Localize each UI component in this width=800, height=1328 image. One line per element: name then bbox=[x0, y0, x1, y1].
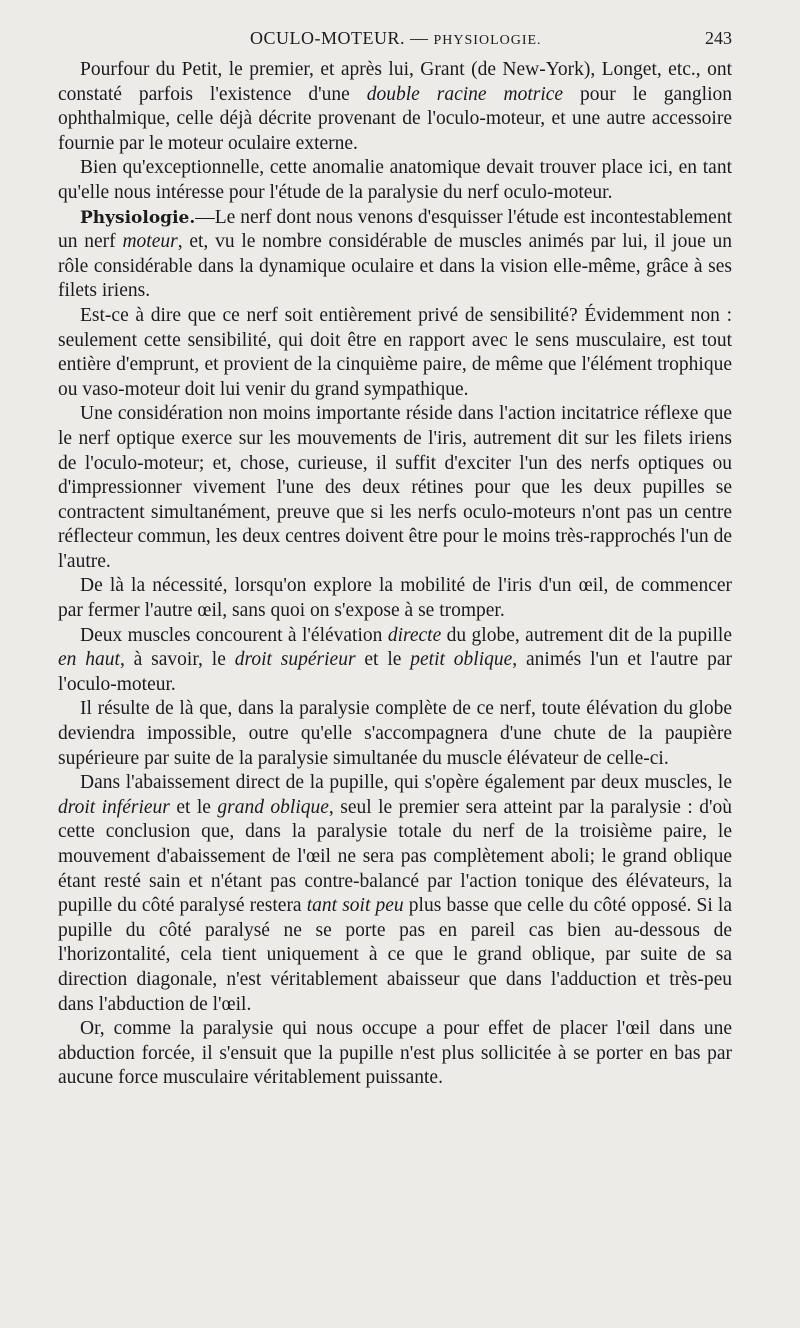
body-text bbox=[58, 58, 732, 1091]
paragraph-9: Dans l'abaissement direct de la pupille, qui s'opère également par deux muscles, le droit inférieur et le grand oblique, seul le premier sera atteint par la paralysie : d'où cette conclusion que, dans la paralysie totale du nerf de la troisième paire, le mouvement d'abaissement de l'œil ne sera pas complètement aboli; le grand oblique étant resté sain et n'étant pas contre-balancé par l'action tonique des élévateurs, la pupille du côté paralysé restera tant soit peu plus basse que celle du côté opposé. Si la pupille du côté paralysé ne se porte pas en pareil cas bien au-dessous de l'horizontalité, cela tient uniquement à ce que le grand oblique, par suite de sa direction diagonale, n'est véritablement abaisseur que dans l'adduction et très-peu dans l'abduction de l'œil. bbox=[58, 772, 732, 1015]
paragraph-6: De là la nécessité, lorsqu'on explore la mobilité de l'iris d'un œil, de commencer par fermer l'autre œil, sans quoi on s'expose à se tromper. bbox=[58, 575, 732, 622]
paragraph-3: Physiologie.—Le nerf dont nous venons d'esquisser l'étude est incontestablement un nerf moteur, et, vu le nombre considérable de muscles animés par lui, il joue un rôle considérable dans la dynamique oculaire et dans la vision elle-même, grâce à ses filets iriens. bbox=[58, 206, 732, 302]
paragraph-7: Deux muscles concourent à l'élévation directe du globe, autrement dit de la pupille en haut, à savoir, le droit supérieur et le petit oblique, animés l'un et l'autre par l'oculo-moteur. bbox=[58, 624, 733, 695]
section-heading: Physiologie. bbox=[80, 207, 196, 228]
emphasis: moteur bbox=[122, 231, 178, 253]
title-main: OCULO-MOTEUR. bbox=[250, 28, 405, 48]
emphasis: double racine motrice bbox=[366, 83, 564, 105]
paragraph-5: Une considération non moins importante réside dans l'action incitatrice réflexe que le nerf optique exerce sur les mouvements de l'iris, autrement dit sur les filets iriens de l'oculo-moteur; et, chose, curieuse, il suffit d'exciter l'un des nerfs optiques ou d'impressionner vivement l'une des deux rétines pour que les deux pupilles se contractent simultanément, preuve que si les nerfs oculo-moteurs n'ont pas un centre réflecteur commun, les deux centres doivent être pour le moins très-rapprochés l'un de l'autre. bbox=[58, 403, 732, 572]
paragraph-1: Pourfour du Petit, le premier, et après lui, Grant (de New-York), Longet, etc., ont constaté parfois l'existence d'une double racine motrice pour le ganglion ophthalmique, celle déjà décrite provenant de l'oculo-moteur, et une autre accessoire fournie par le moteur oculaire externe. bbox=[58, 59, 732, 154]
emphasis: droit inférieur bbox=[58, 796, 170, 818]
title-subsection: PHYSIOLOGIE. bbox=[433, 33, 542, 48]
emphasis: tant soit peu bbox=[306, 895, 404, 917]
title-separator: — bbox=[405, 28, 434, 48]
paragraph-10: Or, comme la paralysie qui nous occupe a pour effet de placer l'œil dans une abduction forcée, il s'ensuit que la pupille n'est plus sollicitée à se porter en bas par aucune force musculaire véritablement puissante. bbox=[58, 1018, 732, 1089]
paragraph-8: Il résulte de là que, dans la paralysie complète de ce nerf, toute élévation du globe deviendra impossible, outre qu'elle s'accompagnera d'une chute de la paupière supérieure par suite de la paralysie simultanée du muscle élévateur de celle-ci. bbox=[58, 698, 732, 769]
emphasis: directe bbox=[387, 624, 442, 646]
page-number: 243 bbox=[705, 28, 732, 48]
emphasis: droit supérieur bbox=[234, 649, 356, 671]
emphasis: petit oblique bbox=[410, 649, 513, 671]
paragraph-2: Bien qu'exceptionnelle, cette anomalie anatomique devait trouver place ici, en tant qu'elle nous intéresse pour l'étude de la paralysie du nerf oculo-moteur. bbox=[58, 157, 732, 203]
emphasis: grand oblique bbox=[217, 796, 329, 818]
emphasis: en haut bbox=[58, 649, 120, 671]
running-title bbox=[250, 28, 542, 49]
paragraph-4: Est-ce à dire que ce nerf soit entièrement privé de sensibilité? Évidemment non : seulement cette sensibilité, qui doit être en rapport avec le sens musculaire, est tout entière d'emprunt, et provient de la cinquième paire, de même que l'élément trophique ou vaso-moteur doit lui venir du grand sympathique. bbox=[58, 304, 732, 400]
running-header bbox=[60, 28, 732, 54]
